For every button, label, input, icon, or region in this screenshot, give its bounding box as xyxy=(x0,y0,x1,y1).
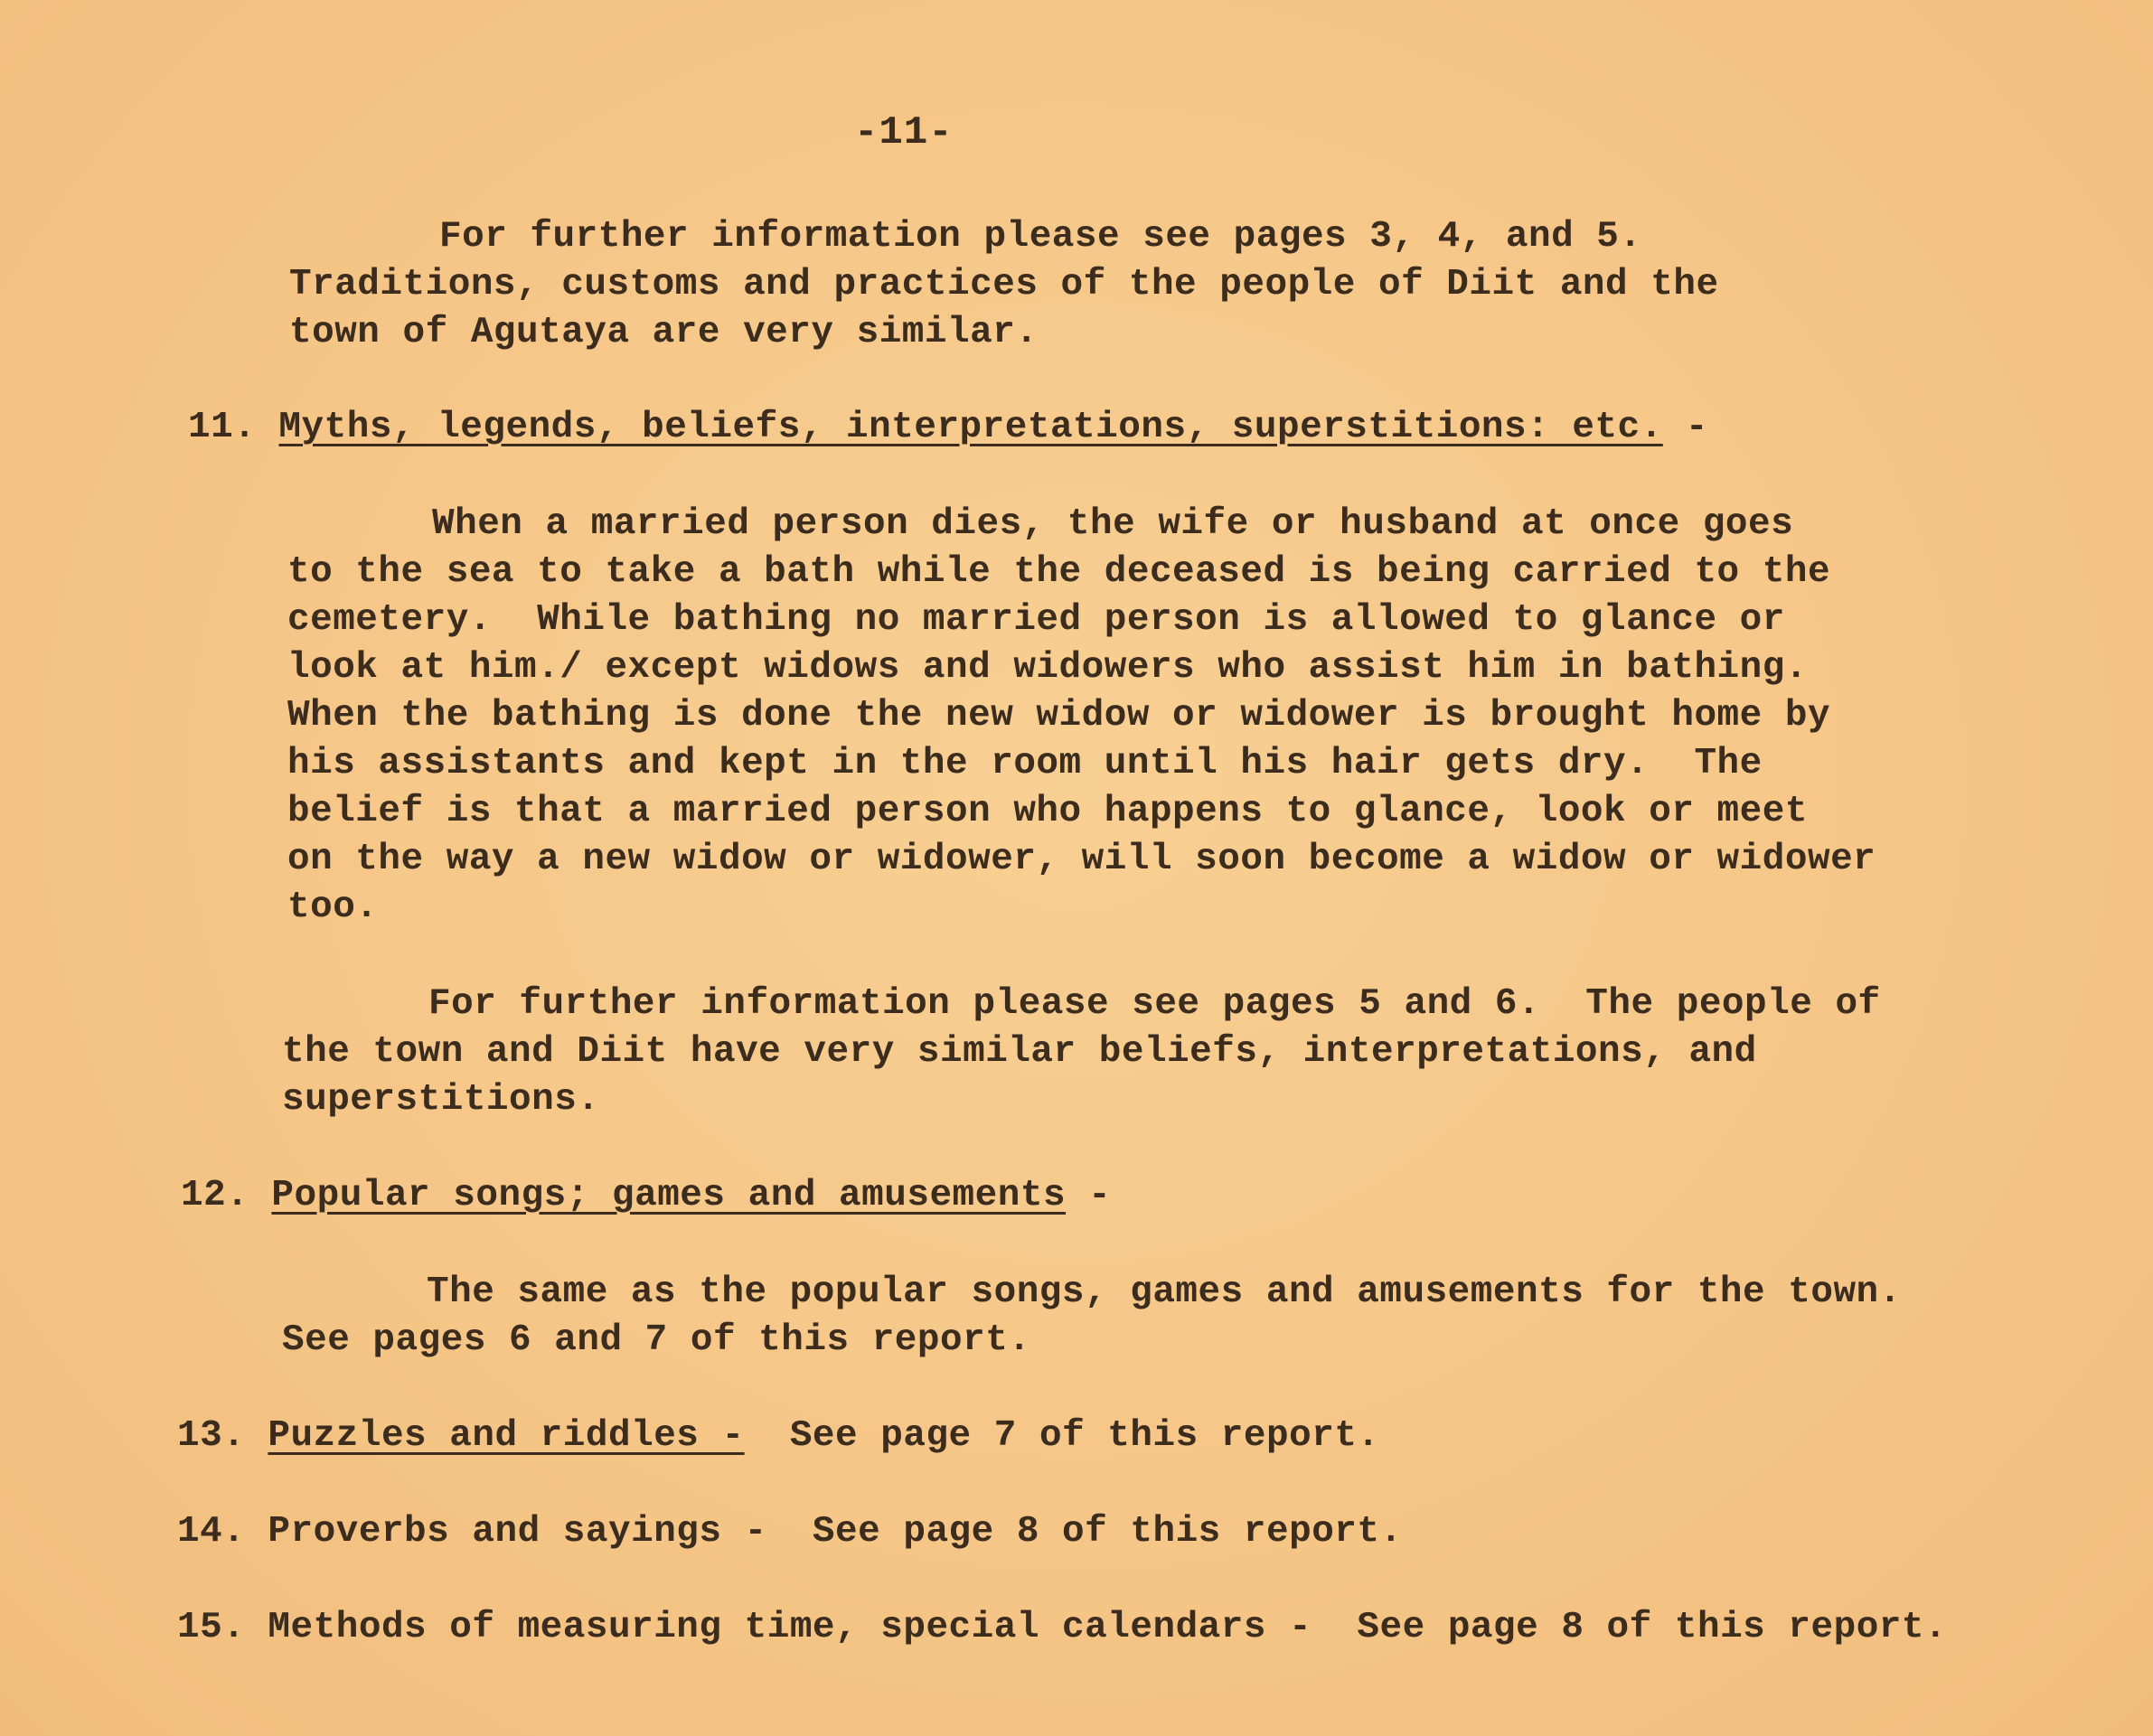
section-11-para1-line-1: When a married person dies, the wife or husband at once goes xyxy=(432,503,1794,545)
section-11-para1-line-3: cemetery. While bathing no married person is allowed to glance or xyxy=(287,599,1785,641)
section-15 xyxy=(177,1604,1947,1652)
section-12-dash: - xyxy=(1066,1175,1112,1216)
section-11-heading: Myths, legends, beliefs, interpretations, superstitions: etc. xyxy=(278,407,1663,448)
section-11-para2-line-3: superstitions. xyxy=(282,1079,600,1121)
section-13-rest: See page 7 of this report. xyxy=(744,1415,1380,1457)
section-11-para1-line-9: too. xyxy=(287,887,379,928)
section-11-title xyxy=(188,404,1708,452)
section-14-text: Proverbs and sayings - See page 8 of this report. xyxy=(268,1511,1403,1553)
section-12-title xyxy=(181,1172,1111,1220)
section-12-number: 12. xyxy=(181,1175,249,1216)
section-11-number: 11. xyxy=(188,407,257,448)
section-15-text: Methods of measuring time, special calendars - See page 8 of this report. xyxy=(268,1607,1948,1648)
section-12-heading: Popular songs; games and amusements xyxy=(271,1175,1067,1216)
section-14 xyxy=(177,1508,1403,1556)
intro-line-3: town of Agutaya are very similar. xyxy=(289,312,1039,353)
section-13-number: 13. xyxy=(177,1415,246,1457)
section-11-dash: - xyxy=(1662,407,1708,448)
section-12-para-line-2: See pages 6 and 7 of this report. xyxy=(282,1319,1031,1361)
section-15-number: 15. xyxy=(177,1607,246,1648)
intro-line-2: Traditions, customs and practices of the people of Diit and the xyxy=(289,264,1719,305)
intro-line-1: For further information please see pages 3, 4, and 5. xyxy=(439,216,1642,258)
section-11-para1-line-4: look at him./ except widows and widowers who assist him in bathing. xyxy=(287,647,1808,689)
page-number: -11- xyxy=(854,110,954,155)
section-11-para1-line-5: When the bathing is done the new widow or widower is brought home by xyxy=(287,695,1831,737)
section-13 xyxy=(177,1412,1380,1460)
section-11-para2-line-1: For further information please see pages 5 and 6. The people of xyxy=(428,983,1881,1025)
section-11-para2-line-2: the town and Diit have very similar beliefs, interpretations, and xyxy=(282,1031,1757,1073)
section-11-para1-line-8: on the way a new widow or widower, will soon become a widow or widower xyxy=(287,839,1876,880)
section-11-para1-line-2: to the sea to take a bath while the deceased is being carried to the xyxy=(287,551,1831,593)
section-11-para1-line-6: his assistants and kept in the room until his hair gets dry. The xyxy=(287,743,1763,784)
section-13-heading: Puzzles and riddles - xyxy=(268,1415,745,1457)
section-11-para1-line-7: belief is that a married person who happens to glance, look or meet xyxy=(287,791,1808,832)
section-12-para-line-1: The same as the popular songs, games and amusements for the town. xyxy=(427,1272,1902,1313)
section-14-number: 14. xyxy=(177,1511,246,1553)
